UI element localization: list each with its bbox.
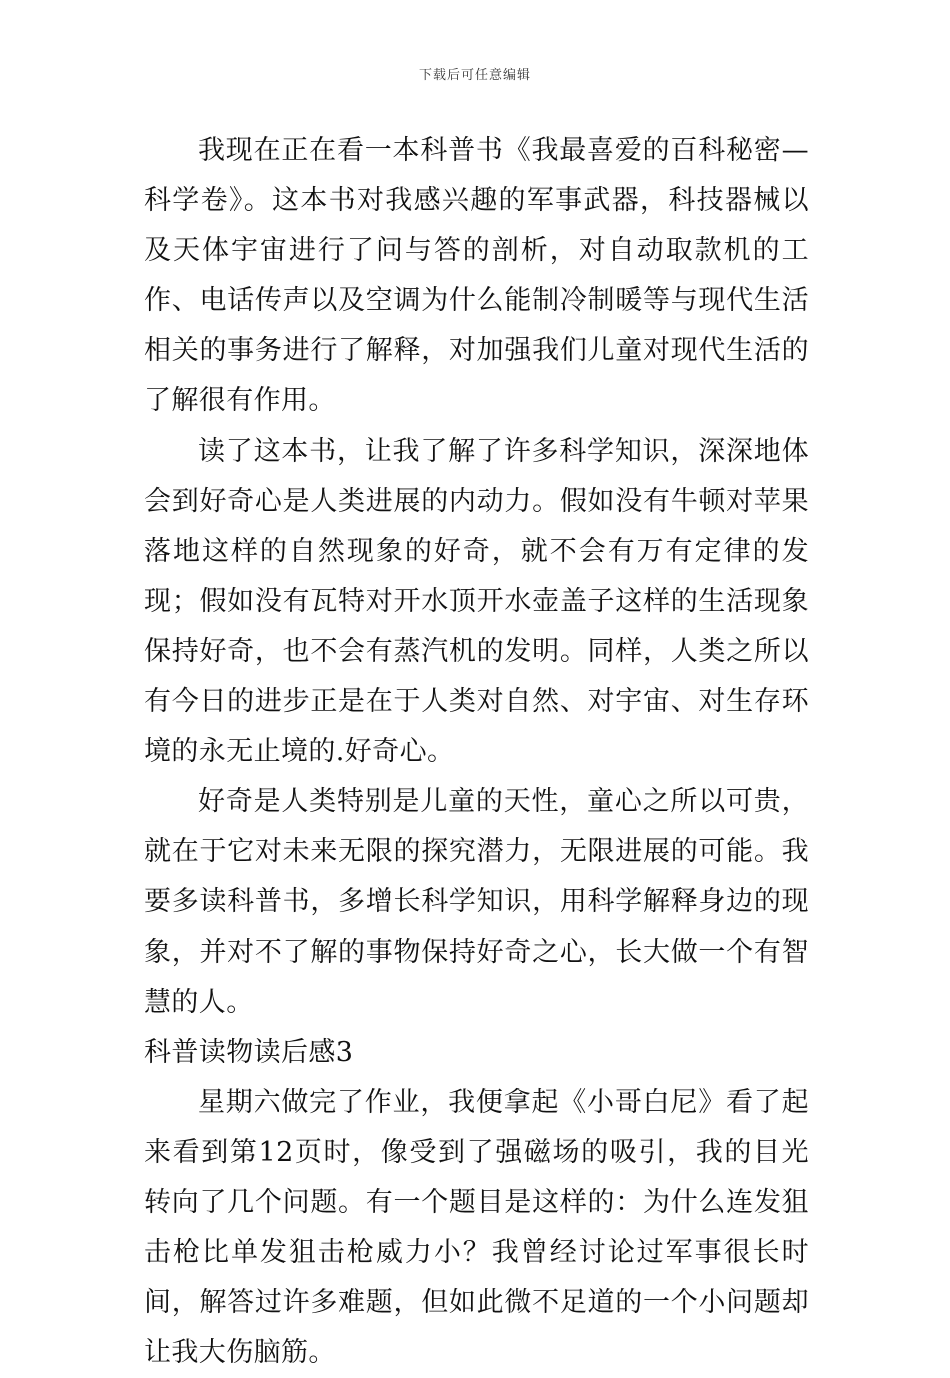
document-body bbox=[144, 126, 809, 1378]
paragraph-3: 好奇是人类特别是儿童的天性，童心之所以可贵，就在于它对未来无限的探究潜力，无限进展的可能。我要多读科普书，多增长科学知识，用科学解释身边的现象，并对不了解的事物保持好奇之心，长大做一个有智慧的人。 bbox=[144, 786, 809, 1018]
section-heading: 科普读物读后感3 bbox=[144, 1036, 354, 1068]
paragraph-1: 我现在正在看一本科普书《我最喜爱的百科秘密—科学卷》。这本书对我感兴趣的军事武器，科技器械以及天体宇宙进行了问与答的剖析，对自动取款机的工作、电话传声以及空调为什么能制冷制暖等与现代生活相关的事务进行了解释，对加强我们儿童对现代生活的了解很有作用。 bbox=[144, 135, 809, 417]
section-paragraph-1: 星期六做完了作业，我便拿起《小哥白尼》看了起来看到第12页时，像受到了强磁场的吸引，我的目光转向了几个问题。有一个题目是这样的：为什么连发狙击枪比单发狙击枪威力小？我曾经讨论过军事很长时间，解答过许多难题，但如此微不足道的一个小问题却让我大伤脑筋。 bbox=[144, 1086, 809, 1369]
page-header: 下载后可任意编辑 bbox=[418, 68, 531, 83]
paragraph-2: 读了这本书，让我了解了许多科学知识，深深地体会到好奇心是人类进展的内动力。假如没有牛顿对苹果落地这样的自然现象的好奇，就不会有万有定律的发现；假如没有瓦特对开水顶开水壶盖子这样的生活现象保持好奇，也不会有蒸汽机的发明。同样，人类之所以有今日的进步正是在于人类对自然、对宇宙、对生存环境的永无止境的.好奇心。 bbox=[144, 435, 809, 768]
